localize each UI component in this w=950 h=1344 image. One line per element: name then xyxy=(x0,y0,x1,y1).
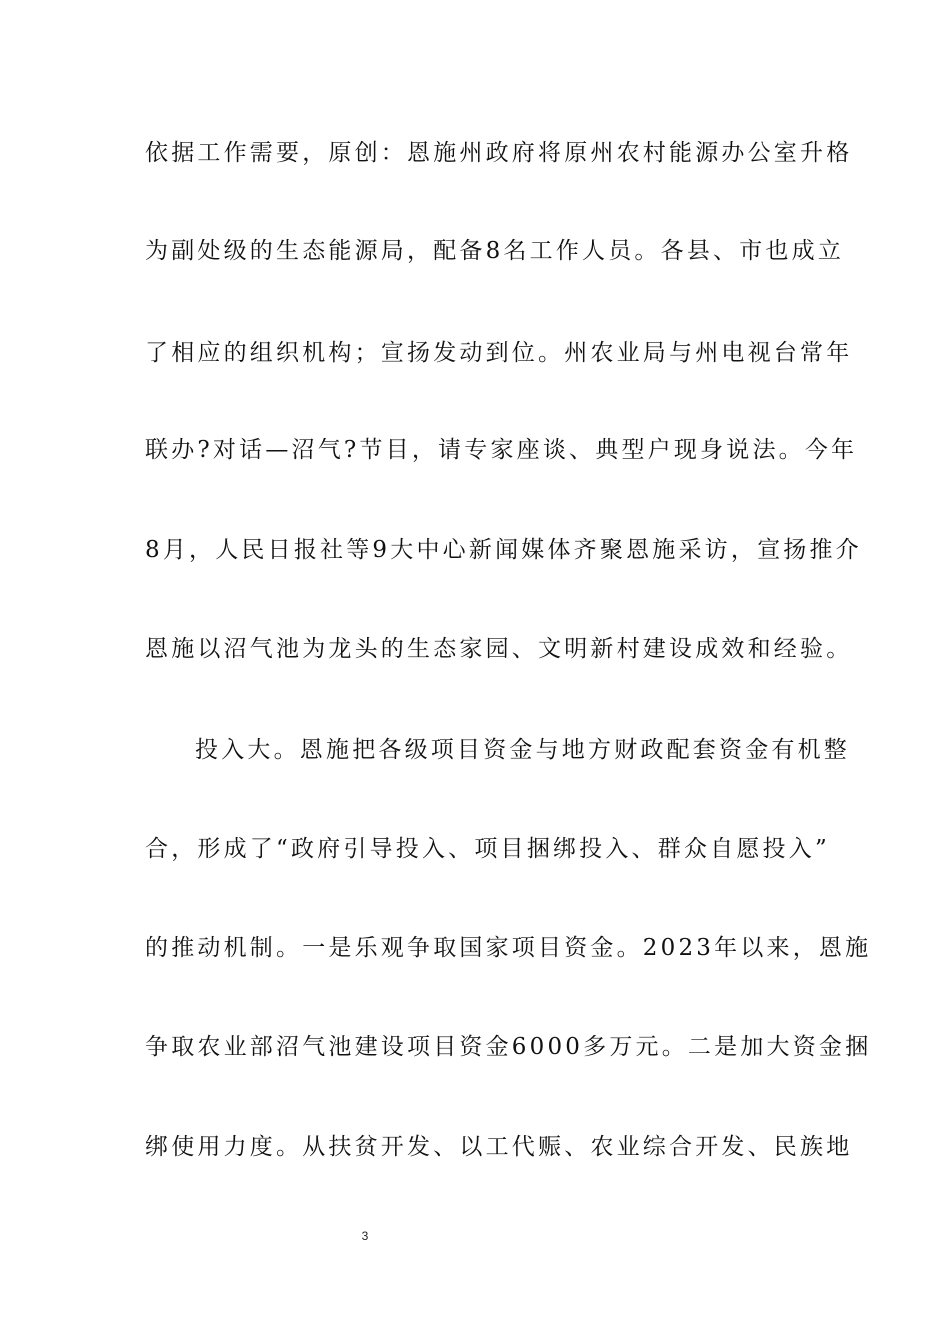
page-number: 3 xyxy=(361,1229,369,1243)
text-line: 了相应的组织机构；宣扬发动到位。州农业局与州电视台常年 xyxy=(145,340,853,366)
text-line: 恩施以沼气池为龙头的生态家园、文明新村建设成效和经验。 xyxy=(145,636,853,662)
text-line: 绑使用力度。从扶贫开发、以工代赈、农业综合开发、民族地 xyxy=(145,1134,853,1160)
paragraph-first-line: 投入大。恩施把各级项目资金与地方财政配套资金有机整 xyxy=(195,737,850,763)
text-line: 联办?对话—沼气?节目，请专家座谈、典型户现身说法。今年 xyxy=(145,437,858,463)
text-line: 合，形成了“政府引导投入、项目捆绑投入、群众自愿投入” xyxy=(145,836,830,862)
text-line: 的推动机制。一是乐观争取国家项目资金。2023年以来，恩施 xyxy=(145,935,872,961)
text-line: 8月，人民日报社等9大中心新闻媒体齐聚恩施采访，宣扬推介 xyxy=(145,537,862,563)
text-line: 依据工作需要，原创：恩施州政府将原州农村能源办公室升格 xyxy=(145,140,853,166)
text-line: 争取农业部沼气池建设项目资金6000多万元。二是加大资金捆 xyxy=(145,1034,872,1060)
text-line: 为副处级的生态能源局，配备8名工作人员。各县、市也成立 xyxy=(145,238,845,264)
